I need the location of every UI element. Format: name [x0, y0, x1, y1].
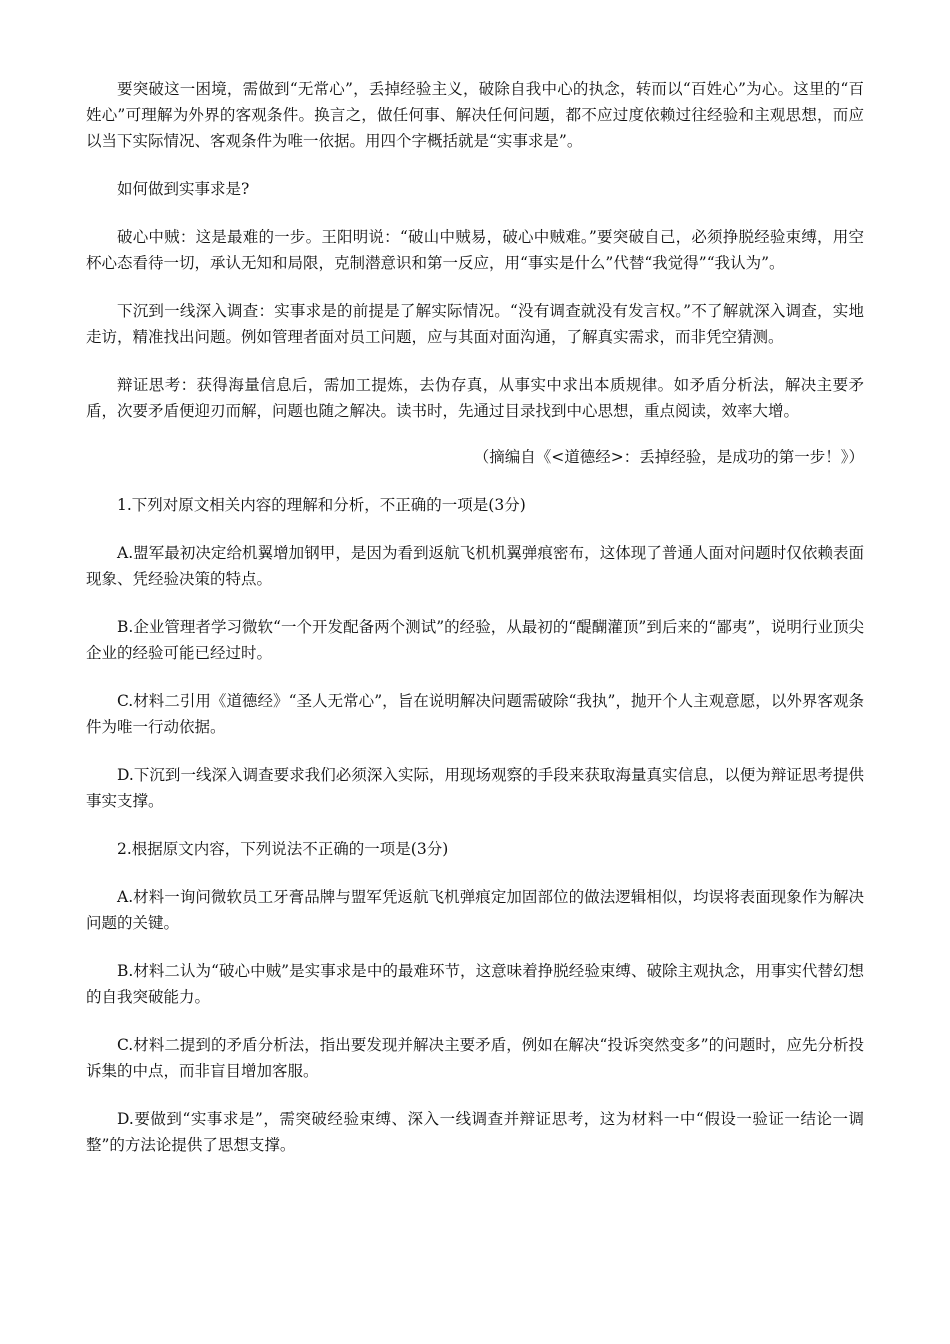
question-option: D.要做到“实事求是”，需突破经验束缚、深入一线调查并辩证思考，这为材料一中“假设一验证一结论一调整”的方法论提供了思想支撑。	[86, 1110, 864, 1154]
question-stem: 2.根据原文内容，下列说法不正确的一项是(3分)	[117, 840, 449, 858]
question-option: A.材料一询问微软员工牙膏品牌与盟军凭返航飞机弹痕定加固部位的做法逻辑相似，均误将表面现象作为解决问题的关键。	[86, 888, 864, 932]
source-citation: （摘编自《<道德经>：丢掉经验，是成功的第一步！》）	[473, 448, 864, 466]
question-option: B.材料二认为“破心中贼”是实事求是中的最难环节，这意味着挣脱经验束缚、破除主观执念，用事实代替幻想的自我突破能力。	[86, 962, 864, 1006]
passage-paragraph: 要突破这一困境，需做到“无常心”，丢掉经验主义，破除自我中心的执念，转而以“百姓心”为心。这里的“百姓心”可理解为外界的客观条件。换言之，做任何事、解决任何问题，都不应过度依赖过往经验和主观思想，而应以当下实际情况、客观条件为唯一依据。用四个字概括就是“实事求是”。	[86, 80, 864, 150]
question-option: A.盟军最初决定给机翼增加钢甲，是因为看到返航飞机机翼弹痕密布，这体现了普通人面对问题时仅依赖表面现象、凭经验决策的特点。	[86, 544, 864, 588]
question-option: B.企业管理者学习微软“一个开发配备两个测试”的经验，从最初的“醍醐灌顶”到后来的“鄙夷”，说明行业顶尖企业的经验可能已经过时。	[86, 618, 864, 662]
question-option: C.材料二提到的矛盾分析法，指出要发现并解决主要矛盾，例如在解决“投诉突然变多”的问题时，应先分析投诉集的中点，而非盲目增加客服。	[86, 1036, 864, 1080]
passage-paragraph: 下沉到一线深入调查：实事求是的前提是了解实际情况。“没有调查就没有发言权。”不了解就深入调查，实地走访，精准找出问题。例如管理者面对员工问题，应与其面对面沟通，了解真实需求，而非凭空猜测。	[86, 302, 864, 346]
passage-paragraph: 破心中贼：这是最难的一步。王阳明说：“破山中贼易，破心中贼难。”要突破自己，必须挣脱经验束缚，用空杯心态看待一切，承认无知和局限，克制潜意识和第一反应，用“事实是什么”代替“我觉得”“我认为”。	[86, 228, 864, 272]
question-option: C.材料二引用《道德经》“圣人无常心”，旨在说明解决问题需破除“我执”，抛开个人主观意愿，以外界客观条件为唯一行动依据。	[86, 692, 864, 736]
question-option: D.下沉到一线深入调查要求我们必须深入实际，用现场观察的手段来获取海量真实信息，以便为辩证思考提供事实支撑。	[86, 766, 864, 810]
passage-paragraph: 辩证思考：获得海量信息后，需加工提炼，去伪存真，从事实中求出本质规律。如矛盾分析法，解决主要矛盾，次要矛盾便迎刃而解，问题也随之解决。读书时，先通过目录找到中心思想，重点阅读，效率大增。	[86, 376, 864, 420]
passage-paragraph: 如何做到实事求是?	[117, 180, 250, 198]
question-stem: 1.下列对原文相关内容的理解和分析，不正确的一项是(3分)	[117, 496, 526, 514]
